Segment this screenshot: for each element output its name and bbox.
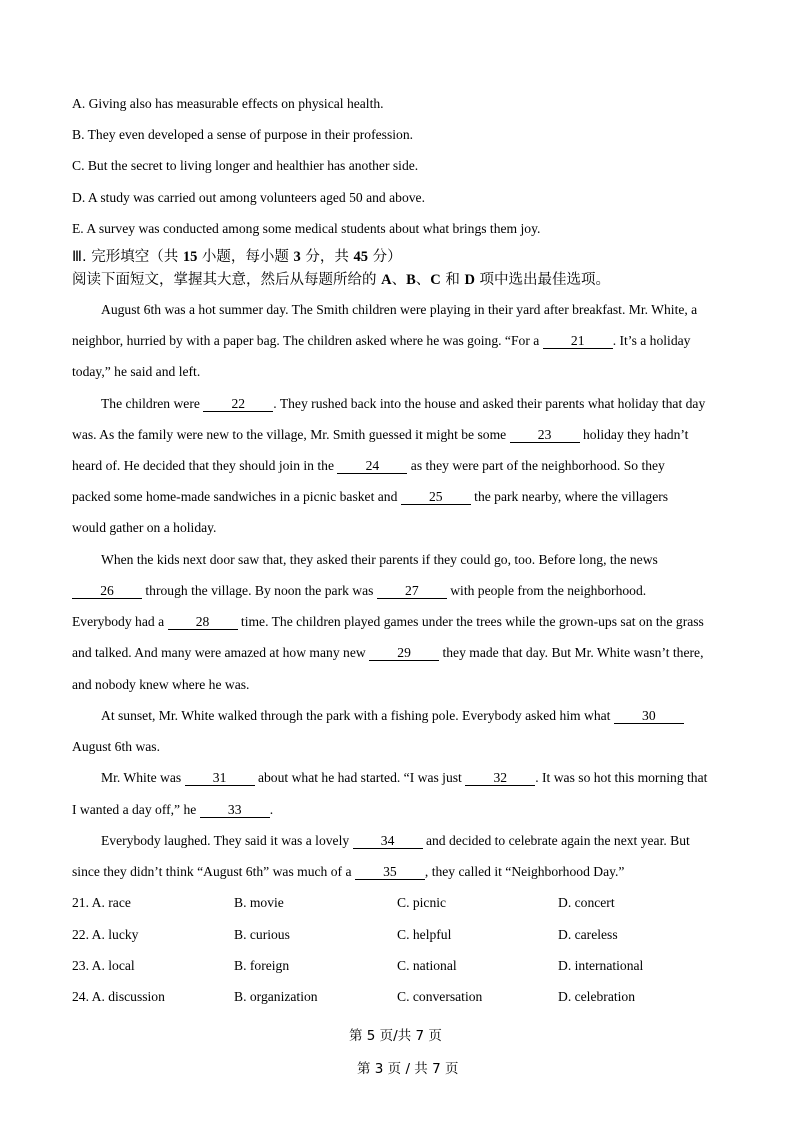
blank-27[interactable]: 27 [377, 584, 447, 599]
passage-line: was. As the family were new to the village, Mr. Smith guessed it might be some 23 holiday they hadn’t [72, 427, 689, 442]
passage-line: When the kids next door saw that, they asked their parents if they could go, too. Before long, the news [101, 552, 658, 567]
question-22-option-a[interactable]: 22. A. lucky [72, 927, 139, 942]
blank-34[interactable]: 34 [353, 834, 423, 849]
blank-31[interactable]: 31 [185, 771, 255, 786]
blank-32[interactable]: 32 [465, 771, 535, 786]
passage-line: The children were 22 . They rushed back into the house and asked their parents what holiday that day [101, 396, 706, 411]
blank-23[interactable]: 23 [510, 428, 580, 443]
blank-30[interactable]: 30 [614, 709, 684, 724]
section-instruction: 阅读下面短文，掌握其大意，然后从每题所给的 A、B、C 和 D 项中选出最佳选项。 [72, 272, 611, 288]
blank-28[interactable]: 28 [168, 615, 238, 630]
passage-line: August 6th was a hot summer day. The Smith children were playing in their yard after breakfast. Mr. White, a [101, 302, 698, 317]
section-title: Ⅲ. 完形填空（共 15 小题，每小题 3 分，共 45 分） [72, 249, 402, 265]
blank-26[interactable]: 26 [72, 584, 142, 599]
passage-line: and talked. And many were amazed at how many new 29 they made that day. But Mr. White wasn’t there, [72, 645, 704, 660]
question-24-option-a[interactable]: 24. A. discussion [72, 989, 165, 1004]
blank-24[interactable]: 24 [337, 459, 407, 474]
question-22-option-d[interactable]: D. careless [558, 927, 618, 942]
question-23-option-d[interactable]: D. international [558, 958, 644, 973]
question-24-option-b[interactable]: B. organization [234, 989, 318, 1004]
question-24-option-c[interactable]: C. conversation [397, 989, 483, 1004]
blank-35[interactable]: 35 [355, 865, 425, 880]
prev-option-d: D. A study was carried out among volunteers aged 50 and above. [72, 190, 425, 205]
passage-line: At sunset, Mr. White walked through the park with a fishing pole. Everybody asked him what 30 [101, 707, 684, 725]
blank-21[interactable]: 21 [543, 334, 613, 349]
question-22-option-c[interactable]: C. helpful [397, 927, 452, 942]
blank-25[interactable]: 25 [401, 490, 471, 505]
passage-line: Mr. White was 31 about what he had started. “I was just 32 . It was so hot this morning that [101, 770, 708, 785]
question-21-option-c[interactable]: C. picnic [397, 895, 447, 910]
passage-line: Everybody laughed. They said it was a lovely 34 and decided to celebrate again the next year. But [101, 833, 690, 848]
question-24-option-d[interactable]: D. celebration [558, 989, 635, 1004]
passage-line: I wanted a day off,” he 33 . [72, 802, 274, 817]
prev-option-e: E. A survey was conducted among some medical students about what brings them joy. [72, 221, 541, 236]
question-21-option-a[interactable]: 21. A. race [72, 895, 131, 910]
blank-22[interactable]: 22 [203, 397, 273, 412]
page-number-inner: 第 5 页/共 7 页 [349, 1028, 442, 1044]
passage-line: packed some home-made sandwiches in a picnic basket and 25 the park nearby, where the villagers [72, 489, 669, 504]
prev-option-a: A. Giving also has measurable effects on physical health. [72, 96, 384, 111]
passage-line: and nobody knew where he was. [72, 677, 250, 692]
blank-33[interactable]: 33 [200, 803, 270, 818]
page-number-outer: 第 3 页 / 共 7 页 [357, 1061, 459, 1077]
prev-option-c: C. But the secret to living longer and healthier has another side. [72, 158, 419, 173]
question-23-option-a[interactable]: 23. A. local [72, 958, 135, 973]
passage-line: heard of. He decided that they should join in the 24 as they were part of the neighborhood. So they [72, 458, 665, 473]
question-21-option-d[interactable]: D. concert [558, 895, 615, 910]
blank-29[interactable]: 29 [369, 646, 439, 661]
passage-line: Everybody had a 28 time. The children played games under the trees while the grown-ups sat on the grass [72, 614, 704, 629]
passage-line: neighbor, hurried by with a paper bag. The children asked where he was going. “For a 21 . It’s a holiday [72, 333, 691, 348]
question-23-option-b[interactable]: B. foreign [234, 958, 290, 973]
question-22-option-b[interactable]: B. curious [234, 927, 290, 942]
passage-line: would gather on a holiday. [72, 520, 217, 535]
question-23-option-c[interactable]: C. national [397, 958, 457, 973]
passage-line: since they didn’t think “August 6th” was much of a 35 , they called it “Neighborhood Day.” [72, 864, 625, 879]
question-21-option-b[interactable]: B. movie [234, 895, 284, 910]
passage-line: today,” he said and left. [72, 364, 201, 379]
passage-line: 26 through the village. By noon the park was 27 with people from the neighborhood. [72, 582, 646, 600]
prev-option-b: B. They even developed a sense of purpose in their profession. [72, 127, 414, 142]
passage-line: August 6th was. [72, 739, 160, 754]
